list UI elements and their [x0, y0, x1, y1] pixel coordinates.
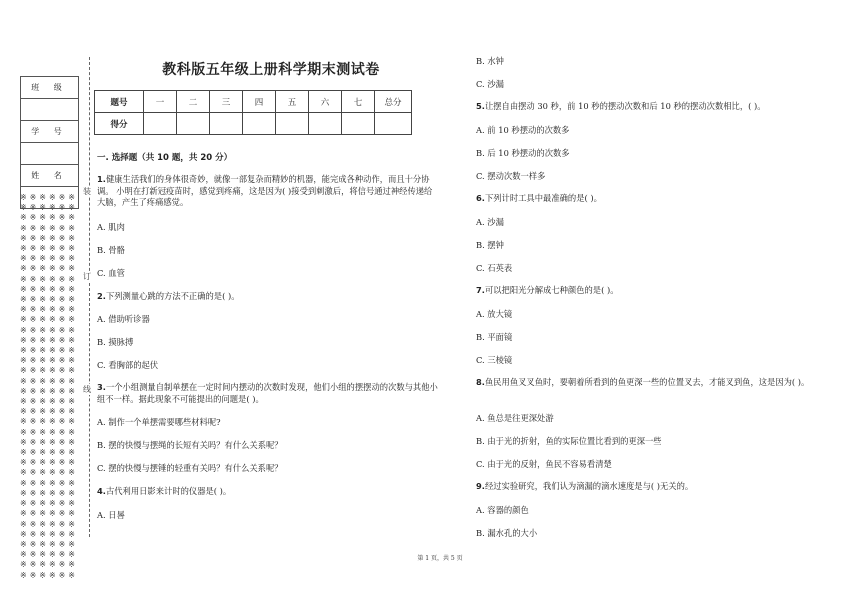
question-number: 2. — [97, 291, 106, 301]
question-4 — [97, 486, 231, 498]
option[interactable]: B. 摸脉搏 — [97, 337, 134, 347]
option[interactable]: A. 鱼总是往更深处游 — [476, 413, 554, 423]
seal-char-zhuang: 装 — [83, 187, 91, 196]
option[interactable]: C. 三棱镜 — [476, 355, 513, 365]
question-text: 让摆自由摆动 30 秒，前 10 秒的摆动次数和后 10 秒的摆动次数相比，( )。 — [484, 101, 766, 111]
score-cell[interactable] — [177, 113, 210, 135]
question-7 — [476, 285, 619, 297]
option[interactable]: B. 后 10 秒摆动的次数多 — [476, 148, 570, 158]
option[interactable]: A. 日晷 — [97, 510, 125, 520]
option[interactable]: A. 制作一个单摆需要哪些材料呢? — [97, 417, 221, 427]
decorative-xmark-column: ※ ※ ※ ※ ※ ※ ※ ※ ※ ※ ※ ※ ※ ※ ※ ※ ※ ※ ※ ※ ※ ※ ※ ※ ※ ※ ※ ※ ※ ※ ※ ※ ※ ※ ※ ※ ※ ※ ※ ※ ※ ※ ※ ※ ※ ※ ※ ※ ※ ※ ※ ※ ※ ※ ※ ※ ※ ※ ※ ※ ※ ※ ※ ※ ※ ※ ※ ※ ※ ※ ※ ※ ※ ※ ※ ※ ※ ※ ※ ※ ※ ※ ※ ※ ※ ※ ※ ※ ※ ※ ※ ※ ※ ※ ※ ※ ※ ※ ※ ※ ※ ※ ※ ※ ※ ※ ※ ※ ※ ※ ※ ※ ※ ※ ※ ※ ※ ※ ※ ※ ※ ※ ※ ※ ※ ※ ※ ※ ※ ※ ※ ※ ※ ※ ※ ※ ※ ※ ※ ※ ※ ※ ※ ※ ※ ※ ※ ※ ※ ※ ※ ※ ※ ※ ※ ※ ※ ※ ※ ※ ※ ※ ※ ※ ※ ※ ※ ※ ※ ※ ※ ※ ※ ※ ※ ※ ※ ※ ※ ※ ※ ※ ※ ※ ※ ※ ※ ※ ※ ※ ※ ※ ※ ※ ※ ※ ※ ※ ※ ※ ※ ※ ※ ※ ※ ※ ※ ※ ※ ※ ※ ※ ※ ※ ※ ※ ※ ※ ※ ※ ※ ※ ※ ※ ※ ※ ※ ※ — [20, 193, 76, 580]
question-9 — [476, 481, 693, 493]
score-header-cell: 三 — [210, 91, 243, 113]
option[interactable]: C. 沙漏 — [476, 79, 504, 89]
score-table — [94, 90, 412, 135]
question-number: 7. — [476, 285, 485, 295]
score-header-cell: 一 — [144, 91, 177, 113]
option[interactable]: C. 血管 — [97, 268, 125, 278]
score-cell[interactable] — [144, 113, 177, 135]
question-text: 经过实验研究，我们认为滴漏的滴水速度是与( )无关的。 — [484, 481, 694, 491]
page-title: 教科版五年级上册科学期末测试卷 — [162, 62, 380, 78]
option[interactable]: B. 水钟 — [476, 56, 504, 66]
question-8 — [476, 377, 816, 389]
option[interactable]: B. 漏水孔的大小 — [476, 528, 538, 538]
question-text: 健康生活我们的身体很奇妙，就像一部复杂而精妙的机器，能完成各种动作，而且十分协调。 小明在打新冠疫苗时，感觉到疼痛，这是因为( )接受到刺激后，将信号通过神经传递给大脑，产生了疼痛感觉。 — [97, 174, 433, 207]
option[interactable]: A. 容器的颜色 — [476, 505, 529, 515]
question-number: 5. — [476, 101, 485, 111]
option[interactable]: A. 前 10 秒摆动的次数多 — [476, 125, 570, 135]
name-label: 姓 名 — [21, 165, 79, 187]
question-number: 8. — [476, 377, 485, 387]
score-cell[interactable] — [375, 113, 412, 135]
question-3 — [97, 382, 440, 405]
question-number: 6. — [476, 193, 485, 203]
class-label: 班 级 — [21, 77, 79, 99]
seal-char-xian: 线 — [83, 385, 91, 394]
question-text: 一个小组测量自制单摆在一定时间内摆动的次数时发现，他们小组的摆摆动的次数与其他小组不一样。据此现象不可能提出的问题是( )。 — [97, 382, 438, 404]
question-number: 4. — [97, 486, 106, 496]
option[interactable]: C. 摆动次数一样多 — [476, 171, 546, 181]
student-info-table — [20, 76, 79, 209]
option[interactable]: C. 石英表 — [476, 263, 513, 273]
score-header-cell: 五 — [276, 91, 309, 113]
option[interactable]: C. 看胸部的起伏 — [97, 360, 159, 370]
score-cell[interactable] — [342, 113, 375, 135]
option[interactable]: C. 摆的快慢与摆锤的轻重有关吗？有什么关系呢？ — [97, 463, 283, 473]
option[interactable]: B. 骨骼 — [97, 245, 125, 255]
page-footer: 第 1 页，共 5 页 — [417, 555, 463, 562]
score-header-cell: 二 — [177, 91, 210, 113]
option[interactable]: B. 摆的快慢与摆绳的长短有关吗？有什么关系呢？ — [97, 440, 283, 450]
question-text: 下列计时工具中最准确的是( )。 — [484, 193, 602, 203]
score-header-cell: 题号 — [95, 91, 144, 113]
class-field[interactable] — [21, 99, 79, 121]
question-text: 可以把阳光分解成七种颜色的是( )。 — [484, 285, 619, 295]
section-heading: 一. 选择题（共 10 题，共 20 分） — [97, 153, 233, 163]
score-cell[interactable] — [276, 113, 309, 135]
option[interactable]: B. 平面镜 — [476, 332, 513, 342]
question-1 — [97, 174, 440, 209]
score-cell[interactable] — [210, 113, 243, 135]
question-text: 下列测量心跳的方法不正确的是( )。 — [105, 291, 240, 301]
option[interactable]: B. 由于光的折射，鱼的实际位置比看到的更深一些 — [476, 436, 662, 446]
score-header-cell: 总分 — [375, 91, 412, 113]
question-5 — [476, 101, 766, 113]
question-text: 古代利用日影来计时的仪器是( )。 — [105, 486, 232, 496]
option[interactable]: B. 摆钟 — [476, 240, 504, 250]
score-header-cell: 四 — [243, 91, 276, 113]
question-text: 鱼民用鱼叉叉鱼时，要朝着所看到的鱼更深一些的位置叉去，才能叉到鱼，这是因为( )。 — [484, 377, 810, 387]
student-number-field[interactable] — [21, 143, 79, 165]
score-header-cell: 七 — [342, 91, 375, 113]
option[interactable]: A. 肌肉 — [97, 222, 125, 232]
seal-char-ding: 订 — [83, 272, 91, 281]
question-number: 1. — [97, 174, 106, 184]
question-number: 9. — [476, 481, 485, 491]
option[interactable]: C. 由于光的反射，鱼民不容易看清楚 — [476, 459, 612, 469]
score-row-label: 得分 — [95, 113, 144, 135]
question-2 — [97, 291, 240, 303]
question-6 — [476, 193, 602, 205]
option[interactable]: A. 借助听诊器 — [97, 314, 150, 324]
score-cell[interactable] — [243, 113, 276, 135]
option[interactable]: A. 沙漏 — [476, 217, 504, 227]
option[interactable]: A. 放大镜 — [476, 309, 513, 319]
question-number: 3. — [97, 382, 106, 392]
score-header-cell: 六 — [309, 91, 342, 113]
binding-line — [89, 57, 90, 537]
score-cell[interactable] — [309, 113, 342, 135]
student-number-label: 学 号 — [21, 121, 79, 143]
